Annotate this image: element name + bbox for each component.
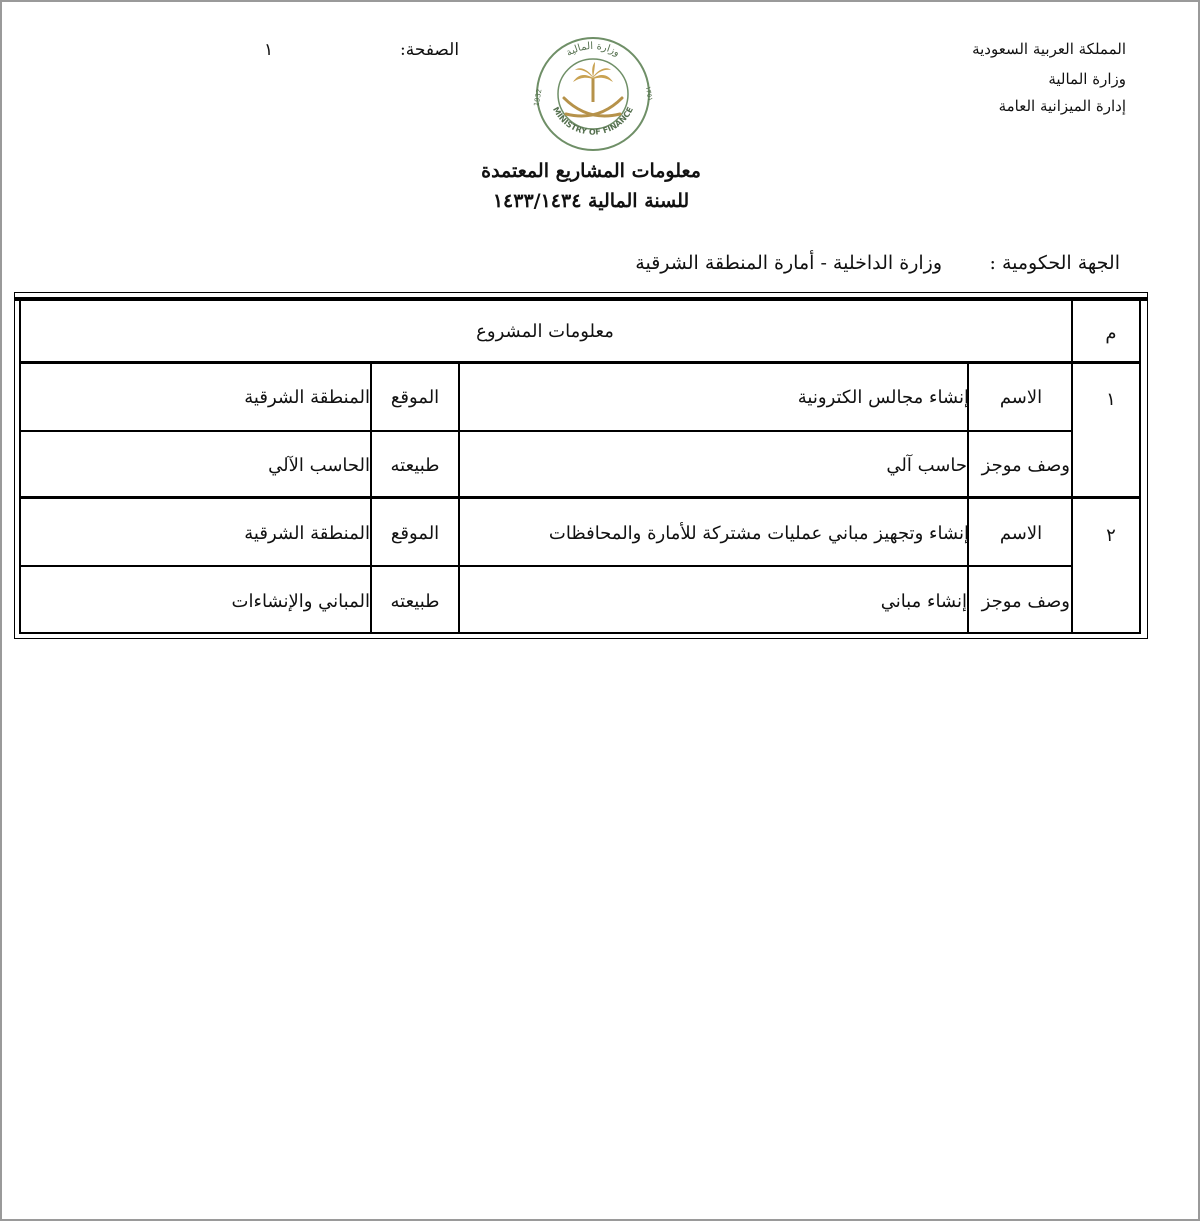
- project-1-num: ١: [1106, 389, 1116, 410]
- header-project-info: معلومات المشروع: [476, 321, 614, 342]
- table-top-border: [15, 297, 1147, 301]
- svg-text:وزارة المالية: [564, 41, 621, 59]
- header-num-col: م: [1105, 323, 1117, 344]
- project-2-name-label: الاسم: [999, 523, 1043, 544]
- project-2-description: إنشاء مباني: [880, 591, 967, 612]
- project-1-nature: الحاسب الآلي: [268, 455, 370, 476]
- org-line-department: إدارة الميزانية العامة: [998, 97, 1126, 115]
- project-1-nature-label: طبيعته: [390, 455, 440, 476]
- project-2-nature-label: طبيعته: [390, 591, 440, 612]
- document-title: معلومات المشاريع المعتمدة: [481, 160, 701, 182]
- project-2-location-label: الموقع: [390, 523, 440, 544]
- gov-entity-label: الجهة الحكومية :: [989, 252, 1120, 274]
- project-1-description-label: وصف موجز: [981, 455, 1070, 476]
- project-2-description-label: وصف موجز: [981, 591, 1070, 612]
- seal-year-hijri: ١٣٥١: [643, 85, 655, 102]
- project-1-name-label: الاسم: [999, 387, 1043, 408]
- seal-year-gregorian: 1932: [532, 88, 544, 108]
- gov-entity-value: وزارة الداخلية - أمارة المنطقة الشرقية: [635, 252, 942, 274]
- seal-arabic-text: وزارة المالية: [564, 40, 622, 59]
- svg-text:MINISTRY OF FINANCE: [551, 105, 635, 136]
- project-1-location: المنطقة الشرقية: [244, 387, 370, 408]
- fiscal-year-subtitle: للسنة المالية ١٤٣٣/١٤٣٤: [492, 190, 690, 212]
- org-line-kingdom: المملكة العربية السعودية: [972, 40, 1126, 58]
- projects-table: [14, 292, 1148, 639]
- project-1-description: حاسب آلي: [886, 455, 967, 476]
- project-2-name: إنشاء وتجهيز مباني عمليات مشتركة للأمارة والمحافظات: [548, 523, 969, 544]
- project-2-num: ٢: [1106, 525, 1116, 546]
- project-1-name: إنشاء مجالس الكترونية: [797, 387, 969, 408]
- org-line-ministry: وزارة المالية: [1048, 70, 1126, 88]
- palm-tree-icon: [573, 62, 613, 102]
- seal-english-text: MINISTRY OF FINANCE: [551, 105, 635, 137]
- project-2-nature: المباني والإنشاءات: [231, 591, 370, 612]
- page-label: الصفحة:: [400, 40, 460, 60]
- ministry-seal-logo: [526, 36, 660, 152]
- page-number: ١: [264, 40, 274, 60]
- project-1-location-label: الموقع: [390, 387, 440, 408]
- project-2-location: المنطقة الشرقية: [244, 523, 370, 544]
